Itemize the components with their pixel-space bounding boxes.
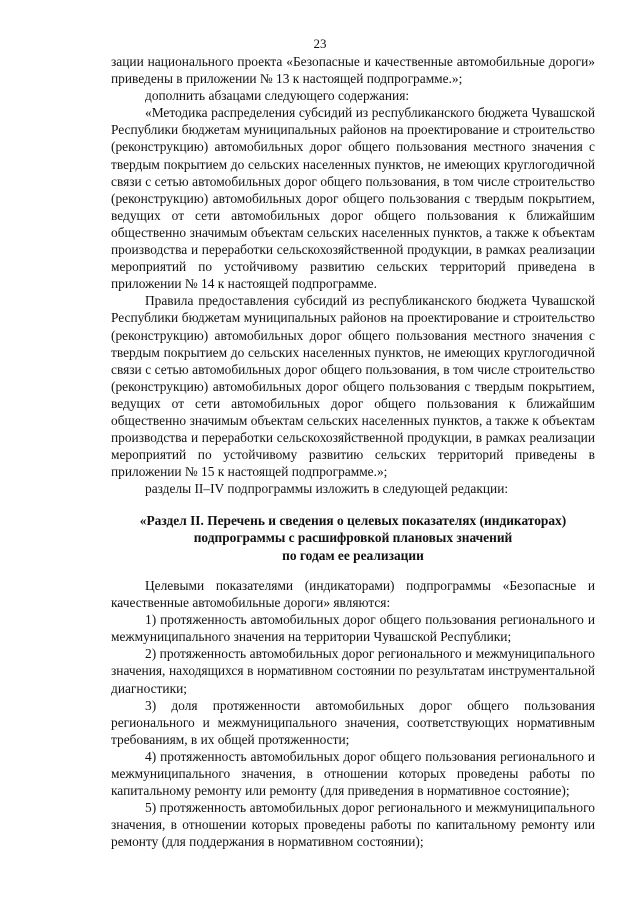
page-number: 23 [313, 36, 327, 51]
section-heading [111, 512, 595, 564]
paragraph-methodology: «Методика распределения субсидий из республиканского бюджета Чувашской Республики бюджетам муниципальных районов на проектирование и строительство (реконструкцию) автомобильных дорог общего пользования местного значения с твердым покрытием до сельских населенных пунктов, не имеющих круглогодичной связи с сетью автомобильных дорог общего пользования, в том числе строительство (реконструкцию) автомобильных дорог общего пользования с твердым покрытием, ведущих от сети автомобильных дорог общего пользования к ближайшим общественно значимым объектам сельских населенных пунктов, а также к объектам производства и переработки сельскохозяйственной продукции, в рамках реализации мероприятий по устойчивому развитию сельских территорий приведена в приложении № 14 к настоящей подпрограмме. [111, 105, 595, 292]
list-item-indicator: 1) протяженность автомобильных дорог общего пользования регионального и межмуниципального значения на территории Чувашской Республики; [111, 612, 595, 645]
section-heading-line: по годам ее реализации [282, 547, 424, 563]
list-item-indicator: 4) протяженность автомобильных дорог общего пользования регионального и межмуниципального значения, в отношении которых проведены работы по капитальному ремонту или ремонту (для приведения в нормативное состояние); [111, 748, 595, 799]
bottom-text-block [111, 577, 595, 851]
paragraph-continuation: зации национального проекта «Безопасные и качественные автомобильные дороги» приведены в приложении № 13 к настоящей подпрограмме.»; [111, 54, 595, 87]
section-heading-line: подпрограммы с расшифровкой плановых значений [193, 530, 513, 546]
list-item-indicator: 5) протяженность автомобильных дорог регионального и межмуниципального значения, в отношении которых проведены работы по капитальному ремонту или ремонту (для поддержания в нормативном состоянии); [111, 800, 595, 850]
paragraph-add-intro: дополнить абзацами следующего содержания: [145, 88, 410, 104]
top-text-block [111, 53, 595, 497]
section-heading-line: «Раздел II. Перечень и сведения о целевых показателях (индикаторах) [139, 513, 567, 528]
list-item-indicator: 2) протяженность автомобильных дорог регионального и межмуниципального значения, находящихся в нормативном состоянии по результатам инструментальной диагностики; [111, 646, 595, 696]
paragraph-sections-intro: разделы II–IV подпрограммы изложить в следующей редакции: [145, 481, 509, 497]
paragraph-rules: Правила предоставления субсидий из республиканского бюджета Чувашской Республики бюджетам муниципальных районов на проектирование и строительство (реконструкцию) автомобильных дорог общего пользования местного значения с твердым покрытием до сельских населенных пунктов, не имеющих круглогодичной связи с сетью автомобильных дорог общего пользования, в том числе строительство (реконструкцию) автомобильных дорог общего пользования с твердым покрытием, ведущих от сети автомобильных дорог общего пользования к ближайшим общественно значимым объектам сельских населенных пунктов, а также к объектам производства и переработки сельскохозяйственной продукции, в рамках реализации мероприятий по устойчивому развитию сельских территорий приведены в приложении № 15 к настоящей подпрограмме.»; [111, 293, 595, 480]
paragraph-indicators-intro: Целевыми показателями (индикаторами) подпрограммы «Безопасные и качественные автомобильные дороги» являются: [111, 578, 595, 611]
list-item-indicator: 3) доля протяженности автомобильных дорог общего пользования регионального и межмуниципального значения, соответствующих нормативным требованиям, в их общей протяженности; [111, 697, 595, 747]
